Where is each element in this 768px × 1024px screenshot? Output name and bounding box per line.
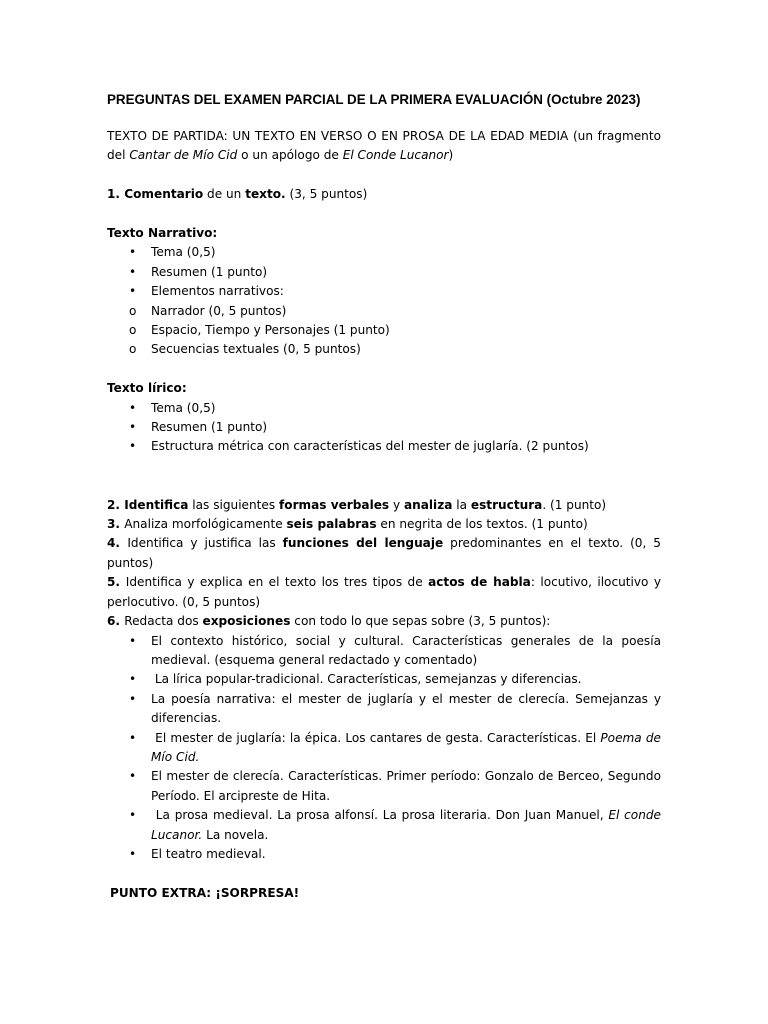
question-text: con todo lo que sepas sobre (3, 5 puntos): [290,614,551,629]
document-title: PREGUNTAS DEL EXAMEN PARCIAL DE LA PRIMERA EVALUACIÓN (Octubre 2023) [107,92,641,107]
list-item-text: Tema (0,5) [151,400,216,415]
question-4 [107,534,661,573]
list-item [107,729,661,768]
list-item-text: Resumen (1 punto) [151,420,268,435]
question-6 [107,612,661,631]
question-number: 1. [107,187,125,202]
list-item-text: El teatro medieval. [151,846,266,861]
question-text: . (1 punto) [542,497,607,512]
list-item [107,321,661,340]
list-item [107,282,661,301]
document-body [107,127,661,903]
question-text: predominantes en el texto. (0, 5 puntos) [107,536,661,570]
list-item-text: Tema (0,5) [151,245,216,260]
question-1 [107,185,661,204]
question-text: (3, 5 puntos) [285,187,368,202]
bold-text: texto. [245,187,286,202]
list-item-text: Narrador (0, 5 puntos) [151,303,287,318]
list-item-text: Secuencias textuales (0, 5 puntos) [151,342,361,357]
list-item-text: Resumen (1 punto) [151,264,268,279]
section-heading: Texto lírico: [107,381,187,396]
list-item-text: Elementos narrativos: [151,284,284,299]
list-item [107,418,661,437]
bold-text: Comentario [124,187,204,202]
list-item [107,690,661,729]
question-text: las siguientes [188,497,279,512]
exposiciones-list [107,632,661,865]
question-number: 6. [107,614,125,629]
italic-title: El conde Lucanor. [151,808,661,842]
question-text: y [389,497,404,512]
bullet-marker: • [129,730,137,745]
list-item-text: El mester de clerecía. Características. Primer período: Gonzalo de Berceo, Segundo Período. El arcipreste de Hita. [151,769,661,803]
lirico-list [107,399,661,457]
list-item-text: La novela. [202,827,269,842]
question-2 [107,496,661,515]
list-item [107,845,661,864]
question-number: 3. [107,517,125,532]
bullet-marker: • [129,846,137,861]
intro-text: o un apólogo de [237,148,343,163]
list-item-text: La prosa medieval. La prosa alfonsí. La prosa literaria. Don Juan Manuel, [151,808,609,823]
question-text: la [452,497,471,512]
circle-marker: o [129,323,137,338]
list-item [107,767,661,806]
intro-title-lucanor: El Conde Lucanor [342,148,449,163]
bullet-marker: • [129,264,137,279]
question-text: Analiza morfológicamente [124,517,287,532]
list-item [107,670,661,689]
question-5 [107,573,661,612]
circle-marker: o [129,303,137,318]
bullet-marker: • [129,284,137,299]
question-text: en negrita de los textos. (1 punto) [376,517,588,532]
bold-text: analiza [403,497,453,512]
list-item-text: La poesía narrativa: el mester de juglaría y el mester de clerecía. Semejanzas y diferencias. [151,691,661,726]
bullet-marker: • [129,769,137,784]
intro-text: TEXTO DE PARTIDA: UN TEXTO EN VERSO O EN PROSA DE LA EDAD MEDIA (un fragmento del [107,129,661,163]
bullet-marker: • [129,245,137,260]
question-text: Redacta dos [124,614,203,629]
question-number: 4. [107,536,128,551]
bullet-marker: • [129,439,137,454]
bold-text: estructura [470,497,543,512]
circle-marker: o [129,342,137,357]
list-item-text: El mester de juglaría: la épica. Los cantares de gesta. Características. El [151,730,601,745]
list-item [107,806,661,845]
list-item-text: Espacio, Tiempo y Personajes (1 punto) [151,323,390,338]
extra-point: PUNTO EXTRA: ¡SORPRESA! [110,885,300,900]
list-item [107,632,661,671]
bold-text: actos de habla [428,575,531,590]
question-text: Identifica y justifica las [127,536,283,551]
bold-text: formas verbales [279,497,390,512]
list-item [107,437,661,456]
question-text: de un [203,187,246,202]
list-item-text: El contexto histórico, social y cultural. Características generales de la poesía medieval. (esquema general redactado y comentado) [151,633,661,667]
bullet-marker: • [129,633,137,648]
italic-title: Poema de Mío Cid. [151,730,661,764]
question-text: Identifica y explica en el texto los tres tipos de [125,575,429,590]
list-item [107,302,661,321]
bullet-marker: • [129,672,137,687]
list-item [107,340,661,359]
bullet-marker: • [129,808,137,823]
bold-text: funciones del lenguaje [282,536,444,551]
intro-text: ) [448,148,454,163]
lirico-heading [107,379,661,398]
bold-text: exposiciones [202,614,291,629]
list-item [107,243,661,262]
bullet-marker: • [129,400,137,415]
list-item [107,399,661,418]
intro-paragraph [107,127,661,166]
narrativo-heading [107,224,661,243]
list-item-text: Estructura métrica con características del mester de juglaría. (2 puntos) [151,439,589,454]
bold-text: seis palabras [286,517,377,532]
question-number: 5. [107,575,126,590]
intro-title-cid: Cantar de Mío Cid [129,148,238,163]
bullet-marker: • [129,691,137,706]
list-item-text: La lírica popular-tradicional. Características, semejanzas y diferencias. [151,672,582,687]
bullet-marker: • [129,420,137,435]
narrativo-list [107,243,661,359]
question-number: 2. [107,497,125,512]
list-item [107,263,661,282]
bold-text: Identifica [124,497,189,512]
section-heading: Texto Narrativo: [107,226,218,240]
question-3 [107,515,661,534]
question-text: : locutivo, ilocutivo y perlocutivo. (0, 5 puntos) [107,575,661,609]
